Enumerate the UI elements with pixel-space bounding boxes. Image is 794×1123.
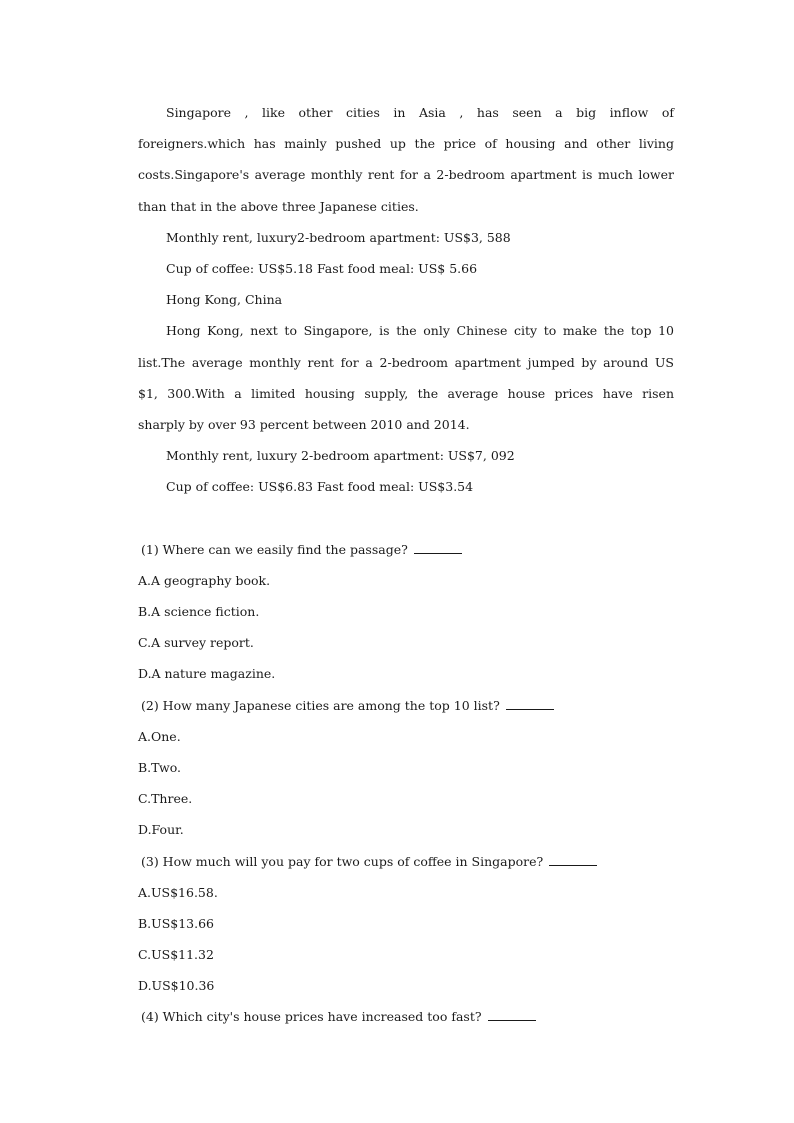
answer-option: D.US$10.36 (138, 978, 215, 994)
answer-option: D.A nature magazine. (138, 666, 276, 682)
question-stem-text: (4) Which city's house prices have increased too fast? (141, 1009, 482, 1025)
answer-option: A.One. (138, 728, 181, 744)
question-stem-text: (1) Where can we easily find the passage? (141, 541, 408, 557)
answer-option: C.US$11.32 (138, 947, 214, 963)
answer-blank[interactable] (414, 541, 462, 554)
passage-line: Singapore , like other cities in Asia , has seen a big inflow of (166, 105, 674, 120)
price-line: Cup of coffee: US$6.83 Fast food meal: US$3.54 (166, 479, 474, 495)
answer-option: A.A geography book. (138, 572, 271, 588)
passage-line: foreigners.which has mainly pushed up the price of housing and other living (138, 136, 674, 152)
passage-line: Hong Kong, next to Singapore, is the only Chinese city to make the top 10 (166, 323, 674, 339)
answer-option: C.A survey report. (138, 635, 254, 651)
city-heading: Hong Kong, China (166, 292, 283, 308)
passage-line: costs.Singapore's average monthly rent for a 2-bedroom apartment is much lower (138, 167, 674, 183)
question-stem (138, 1004, 674, 1035)
passage-line: than that in the above three Japanese cities. (138, 198, 419, 214)
question-stem (138, 537, 674, 568)
passage-line: $1, 300.With a limited housing supply, the average house prices have risen (138, 385, 674, 401)
answer-option: B.A science fiction. (138, 604, 260, 619)
answer-option: B.US$13.66 (138, 915, 214, 931)
answer-option: D.Four. (138, 822, 184, 838)
question-stem-text: (2) How many Japanese cities are among the top 10 list? (141, 697, 500, 713)
price-line: Cup of coffee: US$5.18 Fast food meal: US$ 5.66 (166, 260, 478, 276)
passage-line: list.The average monthly rent for a 2-bedroom apartment jumped by around US (138, 354, 674, 370)
answer-blank[interactable] (549, 853, 597, 866)
answer-option: B.Two. (138, 759, 182, 775)
answer-blank[interactable] (506, 697, 554, 710)
document-body (138, 100, 674, 1036)
question-stem (138, 693, 674, 724)
price-line: Monthly rent, luxury 2-bedroom apartment: US$7, 092 (166, 448, 515, 464)
answer-option: C.Three. (138, 791, 193, 807)
question-stem-text: (3) How much will you pay for two cups of coffee in Singapore? (141, 853, 544, 869)
price-line: Monthly rent, luxury2-bedroom apartment: US$3, 588 (166, 229, 511, 245)
passage-line: sharply by over 93 percent between 2010 and 2014. (138, 416, 470, 432)
section-gap (138, 505, 674, 536)
answer-option: A.US$16.58. (138, 884, 218, 900)
answer-blank[interactable] (488, 1008, 536, 1021)
question-stem (138, 849, 674, 880)
